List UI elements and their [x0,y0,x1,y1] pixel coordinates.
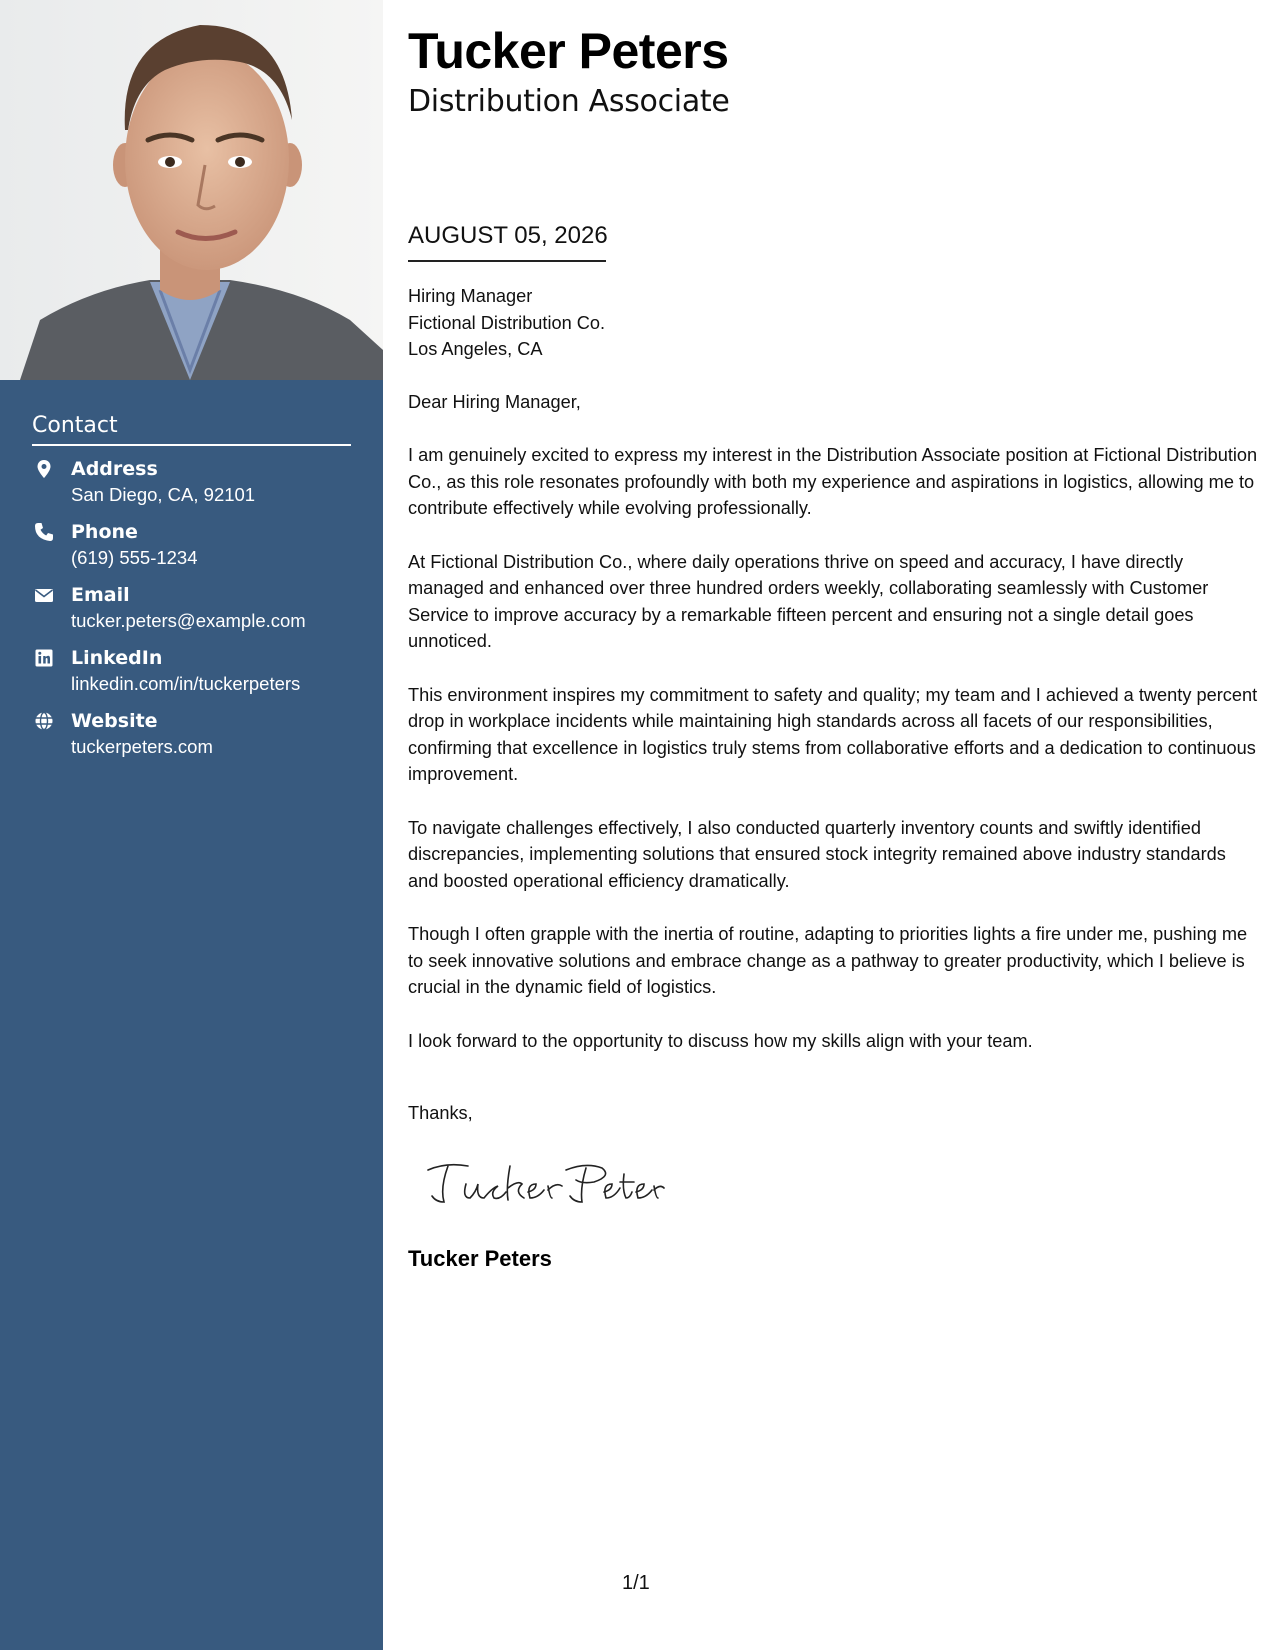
sidebar [0,0,383,1650]
contact-heading: Contact [32,413,118,438]
applicant-name: Tucker Peters [408,23,729,79]
contact-phone [32,519,362,582]
linkedin-label: LinkedIn [71,647,163,669]
email-value[interactable]: tucker.peters@example.com [71,610,306,631]
contact-website [32,708,362,771]
paragraph: I look forward to the opportunity to discuss how my skills align with your team. [408,1030,1033,1051]
paragraph: To navigate challenges effectively, I also conducted quarterly inventory counts and swiftly identified discrepancies, implementing solutions that ensured stock integrity remained above industry standards and boosted operational efficiency dramatically. [408,817,1226,891]
letter-date: AUGUST 05, 2026 [408,222,608,249]
address-label: Address [71,458,158,480]
paragraph: This environment inspires my commitment to safety and quality; my team and I achieved a twenty percent drop in workplace incidents while maintaining high standards across all facets of our responsibilities, confirming that excellence in logistics truly stems from collaborative efforts and a dedication to continuous improvement. [408,684,1258,784]
phone-value: (619) 555-1234 [71,547,198,568]
date-underline [408,260,606,262]
map-pin-icon [34,459,54,479]
signer-name: Tucker Peters [408,1246,552,1271]
contact-address [32,456,362,519]
envelope-icon [34,585,54,605]
address-value: San Diego, CA, 92101 [71,484,256,505]
salutation: Dear Hiring Manager, [408,391,581,412]
phone-icon [34,522,54,542]
handwritten-signature [426,1158,666,1208]
contact-list [32,456,362,771]
contact-divider [32,444,351,446]
letter-body [408,283,1258,1054]
paragraph: Though I often grapple with the inertia of routine, adapting to priorities lights a fire under me, pushing me to seek innovative solutions and embrace change as a pathway to greater productivity, which I believe is crucial in the dynamic field of logistics. [408,924,1248,997]
contact-linkedin [32,645,362,708]
email-label: Email [71,584,130,606]
recipient-company: Fictional Distribution Co. [408,312,606,333]
contact-email [32,582,362,645]
profile-photo [0,0,383,380]
paragraph: I am genuinely excited to express my interest in the Distribution Associate position at Fictional Distribution Co., as this role resonates profoundly with both my experience and aspirations in logistics, allowing me to contribute effectively while evolving professionally. [408,445,1258,518]
page-number: 1/1 [622,1572,650,1594]
phone-label: Phone [71,521,138,543]
recipient-block [408,283,1258,363]
recipient-location: Los Angeles, CA [408,339,543,359]
paragraph: At Fictional Distribution Co., where daily operations thrive on speed and accuracy, I have directly managed and enhanced over three hundred orders weekly, collaborating seamlessly with Customer Service to improve accuracy by a remarkable fifteen percent and ensuring not a single detail goes unnoticed. [408,551,1209,651]
recipient-title: Hiring Manager [408,286,533,306]
website-label: Website [71,710,158,732]
applicant-role: Distribution Associate [408,84,730,119]
closing: Thanks, [408,1103,473,1123]
globe-icon [34,711,54,731]
linkedin-icon [34,648,54,668]
website-value[interactable]: tuckerpeters.com [71,736,213,757]
linkedin-value[interactable]: linkedin.com/in/tuckerpeters [71,673,301,694]
